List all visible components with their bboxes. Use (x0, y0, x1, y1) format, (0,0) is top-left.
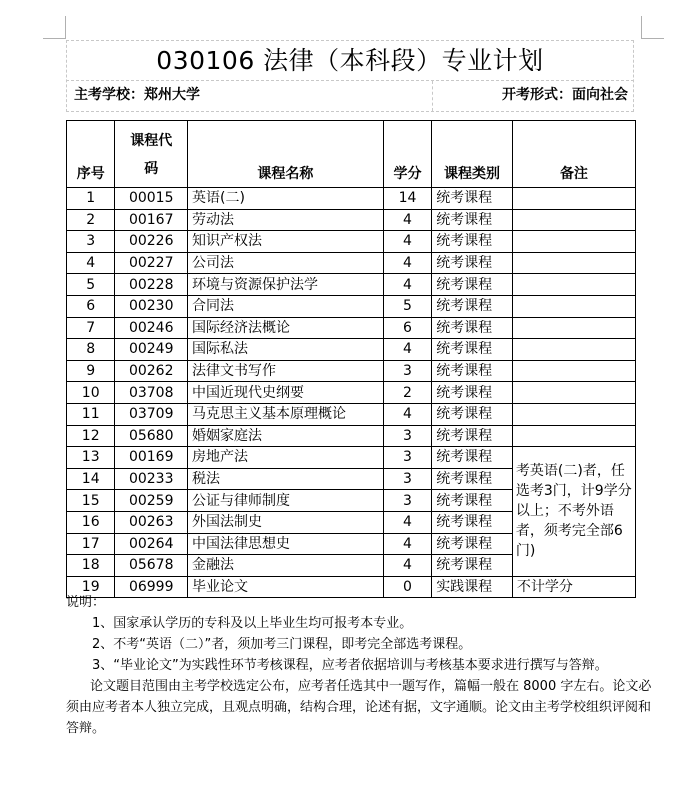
info-row (66, 80, 634, 111)
cell-type: 统考课程 (432, 252, 513, 274)
cell-name: 英语(二) (188, 188, 384, 210)
info-divider (432, 81, 433, 111)
cell-name: 环境与资源保护法学 (188, 274, 384, 296)
cell-type: 统考课程 (432, 317, 513, 339)
cell-code: 00167 (115, 209, 188, 231)
cell-credit: 3 (383, 490, 431, 512)
cell-type: 统考课程 (432, 555, 513, 577)
cell-name: 知识产权法 (188, 231, 384, 253)
cell-credit: 4 (383, 339, 431, 361)
cell-seq: 3 (67, 231, 115, 253)
cell-name: 中国近现代史纲要 (188, 382, 384, 404)
cell-seq: 17 (67, 533, 115, 555)
cell-remark (512, 425, 635, 447)
school-label: 主考学校：郑州大学 (74, 87, 200, 103)
cell-type: 统考课程 (432, 188, 513, 210)
cell-seq: 7 (67, 317, 115, 339)
table-header-row (67, 121, 636, 188)
cell-name: 中国法律思想史 (188, 533, 384, 555)
cell-type: 统考课程 (432, 382, 513, 404)
header-seq: 序号 (67, 121, 115, 188)
note-4: 论文题目范围由主考学校选定公布，应考者任选其中一题写作，篇幅一般在 8000 字左右。论文必须由应考者本人独立完成，且观点明确，结构合理，论述有据，文字通顺。论文由主考学校组织评阅和答辩。 (66, 679, 652, 736)
cell-code: 05678 (115, 555, 188, 577)
cell-code: 00233 (115, 468, 188, 490)
cell-type: 实践课程 (432, 576, 513, 598)
cell-remark: 不计学分 (512, 576, 635, 598)
cell-credit: 3 (383, 468, 431, 490)
cell-code: 00264 (115, 533, 188, 555)
cell-credit: 14 (383, 188, 431, 210)
cell-remark (512, 252, 635, 274)
crop-mark-top-right (641, 16, 664, 39)
cell-seq: 19 (67, 576, 115, 598)
cell-seq: 13 (67, 447, 115, 469)
cell-seq: 1 (67, 188, 115, 210)
cell-name: 法律文书写作 (188, 360, 384, 382)
cell-remark (512, 231, 635, 253)
note-3: 3、“毕业论文”为实践性环节考核课程，应考者依据培训与考核基本要求进行撰写与答辩。 (92, 658, 608, 673)
cell-name: 税法 (188, 468, 384, 490)
header-code (115, 121, 188, 188)
notes-section (66, 592, 652, 739)
table-row (67, 274, 636, 296)
cell-remark (512, 317, 635, 339)
cell-credit: 4 (383, 209, 431, 231)
cell-name: 婚姻家庭法 (188, 425, 384, 447)
cell-remark (512, 403, 635, 425)
cell-type: 统考课程 (432, 403, 513, 425)
table-row (67, 295, 636, 317)
cell-credit: 4 (383, 403, 431, 425)
cell-seq: 14 (67, 468, 115, 490)
note-1: 1、国家承认学历的专科及以上毕业生均可报考本专业。 (92, 616, 413, 631)
cell-name: 马克思主义基本原理概论 (188, 403, 384, 425)
cell-code: 00169 (115, 447, 188, 469)
table-row (67, 403, 636, 425)
cell-code: 00263 (115, 511, 188, 533)
cell-code: 00262 (115, 360, 188, 382)
cell-remark (512, 295, 635, 317)
cell-credit: 3 (383, 425, 431, 447)
table-row (67, 317, 636, 339)
header-credit: 学分 (383, 121, 431, 188)
cell-code: 00227 (115, 252, 188, 274)
cell-remark-merged: 考英语(二)者，任选考3门，计9学分以上；不考外语者，须考完全部6门) (512, 447, 635, 577)
cell-code: 03708 (115, 382, 188, 404)
cell-credit: 4 (383, 555, 431, 577)
table-row (67, 447, 636, 469)
cell-credit: 4 (383, 252, 431, 274)
cell-name: 毕业论文 (188, 576, 384, 598)
cell-seq: 10 (67, 382, 115, 404)
cell-seq: 11 (67, 403, 115, 425)
cell-remark (512, 339, 635, 361)
header-code-line2: 码 (144, 161, 159, 177)
table-row (67, 209, 636, 231)
cell-seq: 12 (67, 425, 115, 447)
cell-seq: 8 (67, 339, 115, 361)
header-remark: 备注 (512, 121, 635, 188)
cell-credit: 4 (383, 231, 431, 253)
cell-seq: 4 (67, 252, 115, 274)
cell-code: 00226 (115, 231, 188, 253)
table-row (67, 382, 636, 404)
cell-credit: 6 (383, 317, 431, 339)
cell-type: 统考课程 (432, 511, 513, 533)
table-row (67, 339, 636, 361)
cell-seq: 16 (67, 511, 115, 533)
cell-credit: 3 (383, 447, 431, 469)
cell-credit: 4 (383, 533, 431, 555)
cell-remark (512, 274, 635, 296)
cell-seq: 15 (67, 490, 115, 512)
cell-remark (512, 360, 635, 382)
crop-mark-top-left (43, 16, 66, 39)
cell-remark (512, 188, 635, 210)
cell-seq: 5 (67, 274, 115, 296)
table-row (67, 252, 636, 274)
cell-name: 公司法 (188, 252, 384, 274)
notes-label: 说明： (66, 595, 106, 610)
cell-type: 统考课程 (432, 231, 513, 253)
cell-name: 劳动法 (188, 209, 384, 231)
cell-credit: 4 (383, 511, 431, 533)
cell-code: 03709 (115, 403, 188, 425)
cell-type: 统考课程 (432, 425, 513, 447)
cell-name: 房地产法 (188, 447, 384, 469)
cell-credit: 4 (383, 274, 431, 296)
cell-name: 外国法制史 (188, 511, 384, 533)
cell-code: 00249 (115, 339, 188, 361)
cell-type: 统考课程 (432, 468, 513, 490)
cell-remark (512, 209, 635, 231)
header-code-line1: 课程代 (130, 133, 173, 149)
cell-type: 统考课程 (432, 295, 513, 317)
header-name: 课程名称 (188, 121, 384, 188)
cell-name: 国际经济法概论 (188, 317, 384, 339)
cell-type: 统考课程 (432, 274, 513, 296)
cell-credit: 5 (383, 295, 431, 317)
note-2: 2、不考“英语（二）”者，须加考三门课程，即考完全部选考课程。 (92, 637, 472, 652)
cell-code: 00259 (115, 490, 188, 512)
table-row (67, 231, 636, 253)
cell-code: 05680 (115, 425, 188, 447)
cell-type: 统考课程 (432, 533, 513, 555)
table-row (67, 425, 636, 447)
cell-credit: 3 (383, 360, 431, 382)
cell-code: 00015 (115, 188, 188, 210)
cell-credit: 2 (383, 382, 431, 404)
table-body (67, 188, 636, 598)
cell-name: 金融法 (188, 555, 384, 577)
cell-seq: 6 (67, 295, 115, 317)
exam-form-label: 开考形式：面向社会 (502, 87, 628, 103)
table-row (67, 360, 636, 382)
header-type: 课程类别 (432, 121, 513, 188)
cell-type: 统考课程 (432, 447, 513, 469)
cell-type: 统考课程 (432, 209, 513, 231)
table-row (67, 188, 636, 210)
cell-seq: 9 (67, 360, 115, 382)
course-plan-table (66, 120, 636, 598)
cell-type: 统考课程 (432, 360, 513, 382)
cell-code: 00230 (115, 295, 188, 317)
cell-code: 06999 (115, 576, 188, 598)
cell-credit: 0 (383, 576, 431, 598)
cell-name: 公证与律师制度 (188, 490, 384, 512)
cell-seq: 2 (67, 209, 115, 231)
cell-name: 国际私法 (188, 339, 384, 361)
cell-remark (512, 382, 635, 404)
cell-name: 合同法 (188, 295, 384, 317)
cell-code: 00228 (115, 274, 188, 296)
page-title: 030106 法律（本科段）专业计划 (156, 46, 544, 75)
cell-code: 00246 (115, 317, 188, 339)
cell-type: 统考课程 (432, 339, 513, 361)
cell-type: 统考课程 (432, 490, 513, 512)
cell-seq: 18 (67, 555, 115, 577)
